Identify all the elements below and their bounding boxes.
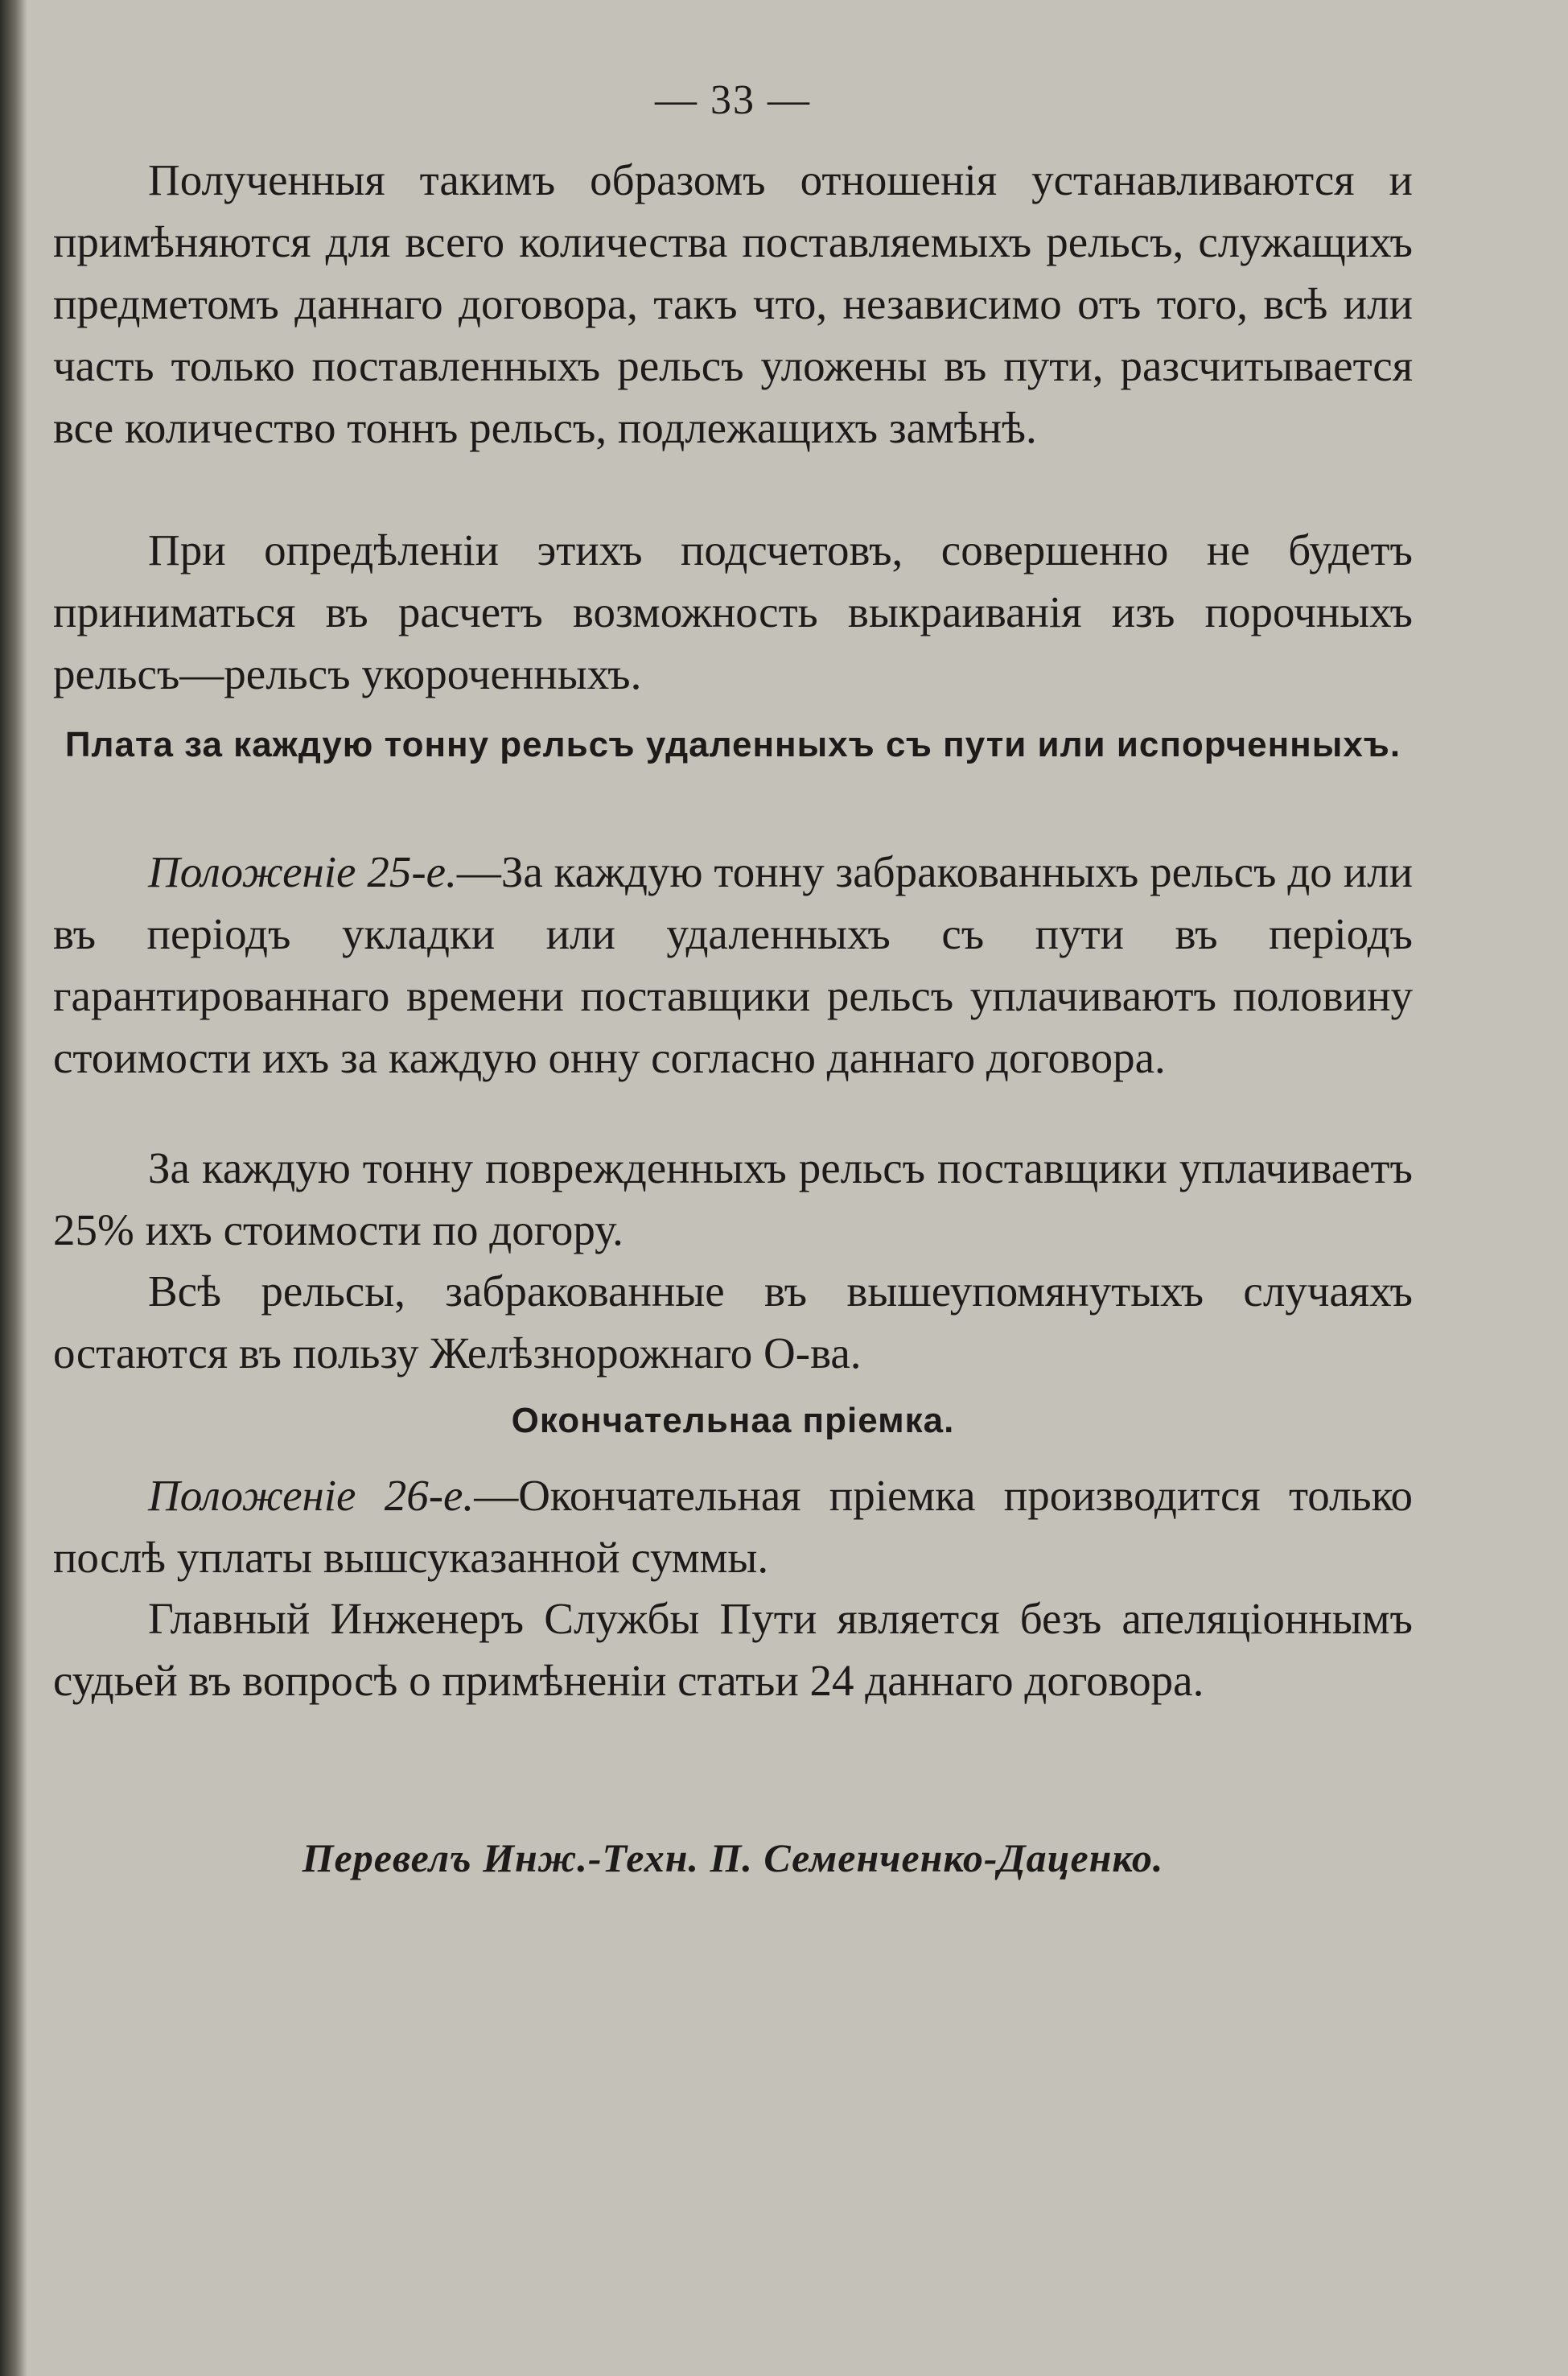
clause-26-label: Положеніе 26-е. [148, 1471, 475, 1520]
paragraph-calculation: При опредѣленіи этихъ подсчетовъ, совершенно не будетъ приниматься въ расчетъ возможность выкраиванія изъ порочныхъ рельсъ—рельсъ укороченныхъ. [53, 525, 1413, 698]
section-heading-payment: Плата за каждую тонну рельсъ удаленныхъ съ пути или испорченныхъ. [64, 725, 1401, 764]
section-heading-final-acceptance: Окончательнаа пріемка. [511, 1401, 955, 1440]
clause-25-text: —За каждую тонну забракованныхъ рельсъ до или въ періодъ укладки или удаленныхъ съ пути въ періодъ гарантированнаго времени поставщики рельсъ уплачиваютъ половину стоимости ихъ за каждую онну согласно даннаго договора. [53, 847, 1414, 1082]
paragraph-damaged-rails: За каждую тонну поврежденныхъ рельсъ поставщики уплачиваетъ 25% ихъ стоимости по догору. [53, 1143, 1413, 1254]
paragraph-chief-engineer: Главный Инженеръ Службы Пути является безъ апеляціоннымъ судьей въ вопросѣ о примѣненіи статьи 24 даннаго договора. [53, 1594, 1413, 1705]
clause-25-label: Положеніе 25-е. [148, 847, 457, 896]
binding-shadow [0, 0, 27, 2376]
clause-26-text: —Окончательная пріемка производится только послѣ уплаты вышсуказанной суммы. [53, 1471, 1413, 1582]
clause-25 [53, 841, 1413, 1089]
clause-26 [53, 1464, 1413, 1588]
paragraph-ratios: Полученныя такимъ образомъ отношенія устанавливаются и примѣняются для всего количества поставляемыхъ рельсъ, служащихъ предметомъ даннаго договора, такъ что, независимо отъ того, всѣ или часть только поставленныхъ рельсъ уложены въ пути, разсчитывается все количество тоннъ рельсъ, подлежащихъ замѣнѣ. [53, 155, 1413, 452]
page-number: — 33 — [655, 77, 811, 123]
paragraph-rejected-rails: Всѣ рельсы, забракованные въ вышеупомянутыхъ случаяхъ остаются въ пользу Желѣзнорожнаго О-ва. [53, 1266, 1413, 1377]
translator-signature: Перевелъ Инж.-Техн. П. Семенченко-Даценко. [302, 1835, 1164, 1880]
